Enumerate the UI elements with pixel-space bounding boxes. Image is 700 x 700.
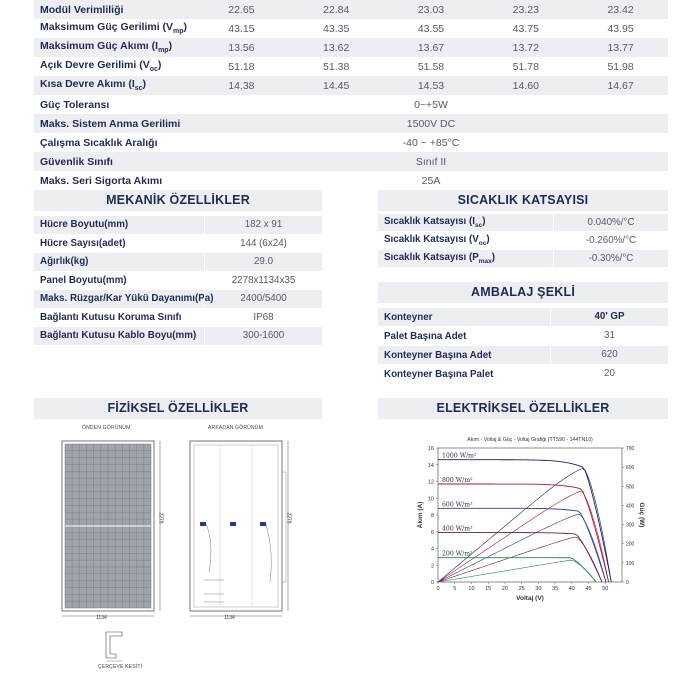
spec-label: Maksimum Güç Gerilimi $(V_{mp})$ [40,21,188,36]
mechanical-value: 2400/5400 [204,290,322,308]
spec-value: 43.95 [607,22,634,35]
packaging-value: 620 [550,346,668,364]
spec-label: Maksimum Güç Akımı $(I_{mp})$ [40,40,173,55]
temperature-label: Sıcaklık Katsayısı $(V_{oc})$ [384,234,490,247]
front-view-panel [62,441,154,611]
x-tick-label: 40 [568,586,575,592]
spec-row [34,133,668,152]
y2-tick-label: 100 [626,560,635,567]
pv-curve-2 [438,514,606,582]
spec-value: 51.98 [607,60,634,73]
spec-label: Maks. Sistem Anma Gerilimi [40,117,181,130]
spec-value: 43.15 [228,22,255,35]
spec-value: 14.67 [607,79,634,92]
mechanical-label: Maks. Rüzgar/Kar Yükü Dayanımı(Pa) [40,293,214,305]
x-tick-label: 0 [436,586,440,592]
x-tick-label: 25 [518,586,525,592]
spec-value: 14.60 [512,79,539,92]
spec-value: 13.77 [607,41,634,54]
y2-tick-label: 300 [626,522,635,529]
irradiance-label-2: 600 W/m² [442,501,473,509]
spec-row [34,152,668,171]
spec-label: Güç Toleransı [40,98,110,111]
y2-tick-label: 600 [626,465,635,472]
packaging-value: 20 [550,365,668,383]
y2-tick-label: 500 [626,484,635,491]
mechanical-label: Panel Boyutu(mm) [40,274,127,286]
spec-value: 43.75 [512,22,539,35]
spec-label: Kısa Devre Akımı $(I_{sc})$ [40,78,147,93]
y-tick-label: 8 [430,513,434,519]
y-tick-label: 6 [430,529,434,536]
electrical-section-title: ELEKTRİKSEL ÖZELLİKLER [378,398,668,419]
spec-value: 22.65 [228,3,255,16]
spec-value: 22.84 [323,3,350,16]
spec-value: 13.67 [417,41,445,54]
y-axis-label: Akım (A) [417,501,424,529]
front-view-caption: ÖNDEN GÖRÜNÜM [82,425,131,431]
y-tick-label: 16 [427,446,434,452]
spec-value: 51.38 [323,60,350,73]
irradiance-label-3: 400 W/m² [442,525,473,533]
spec-label: Çalışma Sıcaklık Aralığı [40,136,158,149]
frame-section-drawing [106,632,122,661]
mechanical-label: Bağlantı Kutusu Koruma Sınıfı [40,311,182,323]
temperature-section-title: SICAKLIK KATSAYISI [378,190,668,211]
packaging-label: Konteyner [384,311,433,323]
mechanical-value: 182 x 91 [204,216,322,234]
y2-tick-label: 700 [626,446,635,452]
packaging-value: 31 [550,327,668,345]
spec-value: 1500V DC [406,117,456,130]
mechanical-row [34,235,322,253]
mechanical-value: 29.0 [204,253,322,271]
y-tick-label: 10 [427,496,434,503]
spec-row [34,76,668,95]
iv-curve-2 [438,508,606,582]
spec-value: 13.72 [512,41,539,54]
irradiance-label-4: 200 W/m² [442,550,473,558]
y-tick-label: 14 [427,462,434,469]
y-tick-label: 2 [430,563,434,570]
spec-value: 14.38 [228,79,255,92]
spec-value: 13.62 [323,41,350,54]
spec-value: 14.45 [323,79,350,92]
x-tick-label: 35 [552,586,559,592]
mechanical-value: 2278x1134x35 [204,272,322,290]
electrical-spec-table [34,0,668,190]
packaging-label: Palet Başına Adet [384,330,467,342]
x-tick-label: 20 [501,586,508,592]
mechanical-section-title: MEKANİK ÖZELLİKLER [34,190,322,211]
spec-value: 43.35 [323,22,350,35]
chart-title: Akım - Voltaj & Güç - Voltaj Grafiği (TTS90 - 144TN10) [467,437,593,443]
spec-row [34,19,668,38]
y-tick-label: 4 [430,546,434,553]
x-tick-label: 50 [602,586,609,592]
mechanical-spec-table [34,216,322,346]
spec-label: Açık Devre Gerilimi $(V_{oc})$ [40,59,162,74]
y2-tick-label: 0 [626,580,629,586]
panel-drawings [34,432,324,677]
spec-row [34,57,668,76]
chart-plot-area [438,448,622,582]
spec-row [34,171,668,190]
temperature-row [378,232,668,249]
spec-label: Güvenlik Sınıfı [40,155,113,168]
spec-label: Maks. Seri Sigorta Akımı [40,174,163,187]
packaging-label: Konteyner Başına Palet [384,368,494,380]
x-tick-label: 30 [535,586,542,592]
packaging-table [378,308,668,384]
irradiance-label-1: 800 W/m² [442,477,473,485]
mechanical-label: Hücre Boyutu(mm) [40,219,129,231]
x-axis-label: Voltaj (V) [516,595,544,602]
y-tick-label: 0 [430,580,434,586]
packaging-label: Konteyner Başına Adet [384,349,492,361]
y2-tick-label: 200 [626,541,635,548]
back-view-caption: ARKADAN GÖRÜNÜM [208,425,263,431]
spec-value: -40 ~ +85°C [402,136,460,149]
spec-row [34,0,668,19]
spec-value: 25A [421,174,441,187]
temperature-value: -0.30%/°C [553,250,668,267]
front-height-dimension: 2278 [157,512,164,524]
packaging-row [378,365,668,383]
spec-row [34,38,668,57]
temperature-value: 0.040%/°C [553,214,668,231]
temperature-row [378,250,668,267]
spec-value: Sınıf II [415,155,447,168]
pv-curve-3 [438,537,602,582]
back-height-dimension: 2278 [285,512,292,524]
packaging-value: 40' GP [550,308,668,326]
frame-section-caption: ÇERÇEVE KESİTİ [98,664,143,670]
temperature-label: Sıcaklık Katsayısı $(I_{sc})$ [384,216,486,229]
mechanical-row [34,216,322,234]
packaging-section-title: AMBALAJ ŞEKLİ [378,282,668,303]
pv-curve-4 [438,560,596,582]
mechanical-label: Hücre Sayısı(adet) [40,237,126,249]
spec-value: 0~+5W [414,98,448,111]
mechanical-label: Ağırlık(kg) [40,256,89,268]
front-width-dimension: 1134 [96,615,107,621]
x-tick-label: 15 [485,586,492,592]
temperature-coefficient-table [378,214,668,268]
mechanical-row [34,253,322,271]
spec-row [34,95,668,114]
physical-section-title: FİZİKSEL ÖZELLİKLER [34,398,322,419]
back-view-panel [190,441,286,611]
mechanical-value: IP68 [204,309,322,327]
iv-pv-chart [414,432,646,607]
x-tick-label: 45 [585,586,592,592]
temperature-row [378,214,668,231]
x-tick-label: 5 [453,586,457,592]
spec-value: 51.18 [228,60,255,73]
spec-value: 51.58 [417,60,445,73]
temperature-label: Sıcaklık Katsayısı $(P_{max})$ [384,252,496,265]
spec-value: 23.03 [417,3,445,16]
y2-axis-label: Güç (W) [638,502,645,528]
y2-tick-label: 400 [626,503,635,510]
mechanical-row [34,309,322,327]
spec-row [34,114,668,133]
mechanical-value: 300-1600 [204,327,322,345]
spec-label: Modül Verimliliği [40,3,124,16]
mechanical-row [34,272,322,290]
x-tick-label: 10 [468,586,475,592]
spec-value: 23.42 [607,3,634,16]
packaging-row [378,346,668,364]
y-tick-label: 12 [427,479,434,486]
mechanical-label: Bağlantı Kutusu Kablo Boyu(mm) [40,330,197,342]
mechanical-row [34,327,322,345]
temperature-value: -0.260%/°C [553,232,668,249]
mechanical-value: 144 (6x24) [204,235,322,253]
mechanical-row [34,290,322,308]
spec-value: 23.23 [512,3,539,16]
back-width-dimension: 1134 [224,615,235,621]
packaging-row [378,308,668,326]
spec-value: 43.55 [417,22,445,35]
spec-value: 51.78 [512,60,539,73]
irradiance-label-0: 1000 W/m² [442,452,477,460]
spec-value: 13.56 [228,41,255,54]
packaging-row [378,327,668,345]
spec-value: 14.53 [417,79,445,92]
